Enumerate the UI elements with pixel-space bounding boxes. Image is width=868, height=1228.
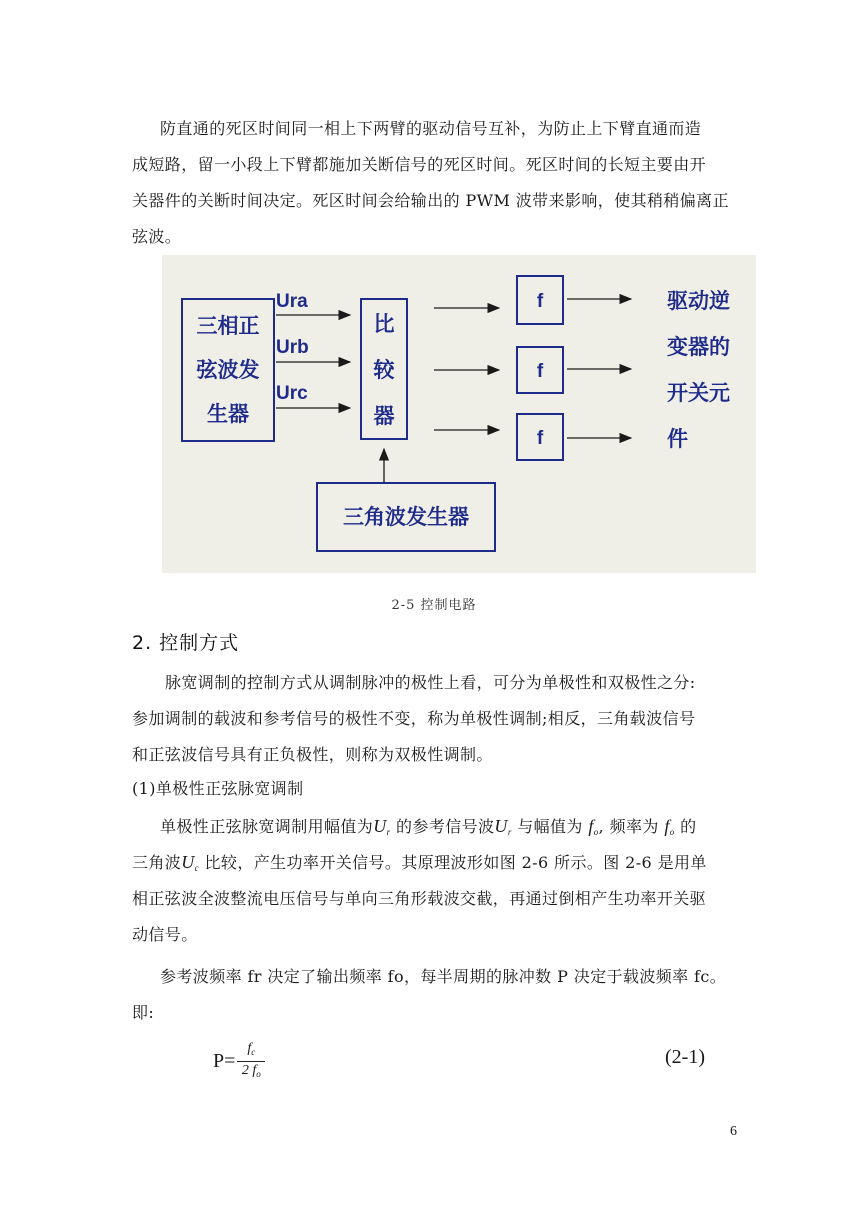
output-label-1: 驱动逆: [667, 289, 730, 313]
subheading: (1)单极性正弦脉宽调制: [132, 779, 304, 798]
symbol-Ur-wave: $U_r$: [494, 816, 512, 837]
equation-number: (2-1): [665, 1046, 705, 1068]
p3-text-3: 与幅值为: [517, 817, 583, 836]
formula-numerator: $f_c$: [237, 1040, 265, 1062]
control-circuit-figure: [162, 255, 756, 573]
p3-text-2: 的参考信号波: [396, 817, 495, 836]
paragraph-3-line-1: [160, 814, 697, 837]
output-label-2: 变器的: [667, 335, 730, 359]
p3-text-5: 的: [680, 817, 697, 836]
paragraph-1-line-1: 防直通的死区时间同一相上下两臂的驱动信号互补，为防止上下臂直通而造: [160, 119, 702, 138]
output-label-4: 件: [667, 427, 688, 451]
generator-label-3: 生器: [207, 402, 249, 426]
p3-text-4: , 频率为: [598, 817, 659, 836]
block-diagram: [162, 255, 756, 573]
paragraph-4-line-2: 即:: [132, 1003, 155, 1022]
symbol-Uc: $U_c$: [181, 852, 200, 873]
f-box-2-label: f: [536, 361, 544, 382]
generator-label-1: 三相正: [196, 314, 260, 338]
page-number: 6: [730, 1124, 737, 1139]
paragraph-1-line-3: 关器件的关断时间决定。死区时间会给输出的 PWM 波带来影响，使其稍稍偏离正: [132, 191, 729, 210]
comparator-label-3: 器: [373, 404, 395, 428]
p3-text-1: 单极性正弦脉宽调制用幅值为: [160, 817, 374, 836]
paragraph-3-line-3: 相正弦波全波整流电压信号与单向三角形载波交截，再通过倒相产生功率开关驱: [132, 889, 707, 908]
symbol-fo-freq: $f_o$: [664, 816, 675, 837]
symbol-Ur-amp: $U_r$: [373, 816, 391, 837]
signal-urb-label: Urb: [276, 337, 309, 358]
formula-2-1: [213, 1040, 265, 1083]
f-box-1-label: f: [536, 291, 544, 312]
symbol-fo-amp: $f_o$: [588, 816, 599, 837]
comparator-label-2: 较: [373, 358, 395, 382]
f-box-3-label: f: [536, 428, 544, 449]
paragraph-1-line-4: 弦波。: [132, 227, 182, 246]
formula-denominator: 2 $f_o$: [241, 1063, 261, 1079]
paragraph-2-line-1: 脉宽调制的控制方式从调制脉冲的极性上看，可分为单极性和双极性之分:: [165, 673, 696, 692]
paragraph-3-line-4: 动信号。: [132, 925, 198, 944]
generator-label-2: 弦波发: [196, 358, 260, 382]
paragraph-4-line-1: 参考波频率 fr 决定了输出频率 fo，每半周期的脉冲数 P 决定于载波频率 fc。: [160, 967, 727, 986]
output-label-3: 开关元: [667, 381, 730, 405]
paragraph-2-line-2: 参加调制的载波和参考信号的极性不变，称为单极性调制;相反，三角载波信号: [132, 709, 696, 728]
p3-text-6: 三角波: [132, 853, 182, 872]
signal-ura-label: Ura: [276, 291, 308, 312]
formula-lhs: P=: [213, 1050, 236, 1072]
triangle-generator-label: 三角波发生器: [343, 505, 469, 529]
p3-text-7: 比较，产生功率开关信号。其原理波形如图 2-6 所示。图 2-6 是用单: [204, 853, 707, 872]
formula-fraction: [237, 1040, 265, 1083]
paragraph-1-line-2: 成短路，留一小段上下臂都施加关断信号的死区时间。死区时间的长短主要由开: [132, 155, 707, 174]
paragraph-3-line-2: [132, 850, 707, 873]
signal-urc-label: Urc: [276, 383, 308, 404]
comparator-label-1: 比: [373, 312, 395, 336]
paragraph-2-line-3: 和正弦波信号具有正负极性，则称为双极性调制。: [132, 745, 493, 764]
figure-caption: 2-5 控制电路: [391, 598, 477, 613]
section-heading: 2. 控制方式: [132, 632, 240, 654]
